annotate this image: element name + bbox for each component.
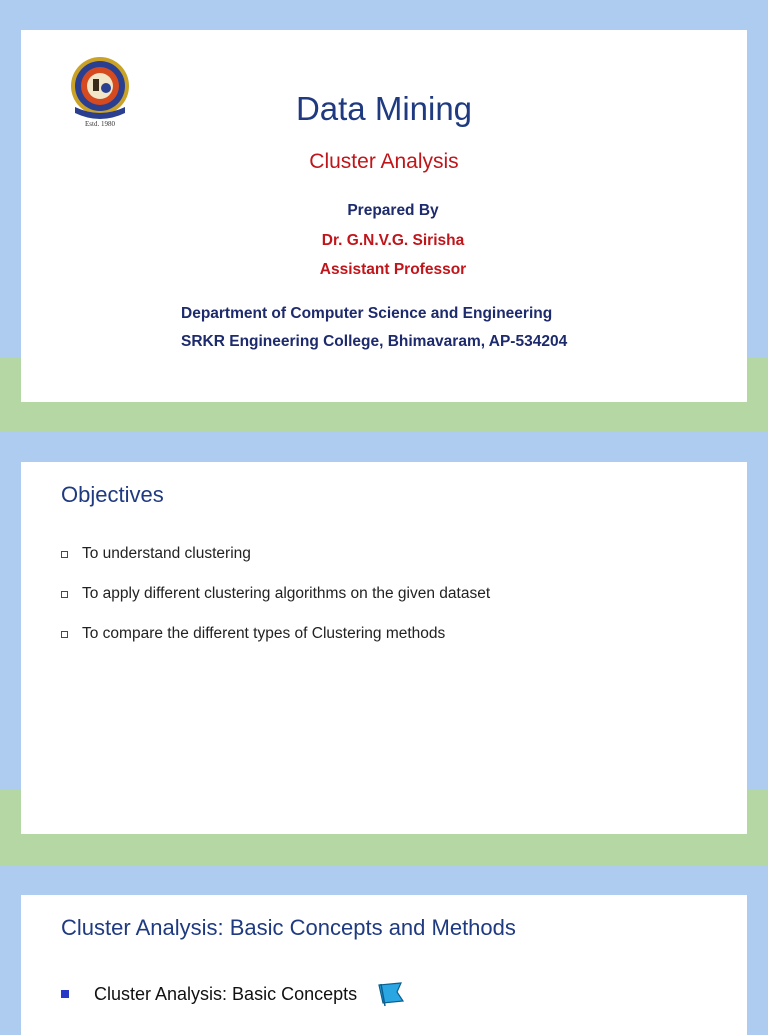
svg-text:Estd. 1980: Estd. 1980 xyxy=(85,120,115,127)
slide-heading: Objectives xyxy=(61,482,164,507)
slide-concepts xyxy=(21,895,747,1035)
author-name: Dr. G.N.V.G. Sirisha xyxy=(321,232,465,249)
flag-link-icon[interactable] xyxy=(377,981,405,1007)
page-subtitle: Cluster Analysis xyxy=(309,150,459,173)
slide-title xyxy=(21,30,747,402)
list-item: Cluster Analysis: Basic Concepts xyxy=(61,981,405,1007)
square-bullet-icon xyxy=(61,551,68,558)
list-item: To apply different clustering algorithms on the given dataset xyxy=(61,585,490,603)
prepared-by-label: Prepared By xyxy=(347,202,439,219)
author-designation: Assistant Professor xyxy=(319,261,467,278)
filled-square-bullet-icon xyxy=(61,990,69,998)
page-title: Data Mining xyxy=(295,90,473,127)
square-bullet-icon xyxy=(61,591,68,598)
college-address: SRKR Engineering College, Bhimavaram, AP-534204 xyxy=(181,333,568,350)
list-item: To understand clustering xyxy=(61,545,251,563)
slide-heading: Cluster Analysis: Basic Concepts and Methods xyxy=(61,915,516,940)
department-name: Department of Computer Science and Engineering xyxy=(181,305,553,322)
slide-objectives xyxy=(21,462,747,834)
list-item: To compare the different types of Clustering methods xyxy=(61,625,445,643)
square-bullet-icon xyxy=(61,631,68,638)
